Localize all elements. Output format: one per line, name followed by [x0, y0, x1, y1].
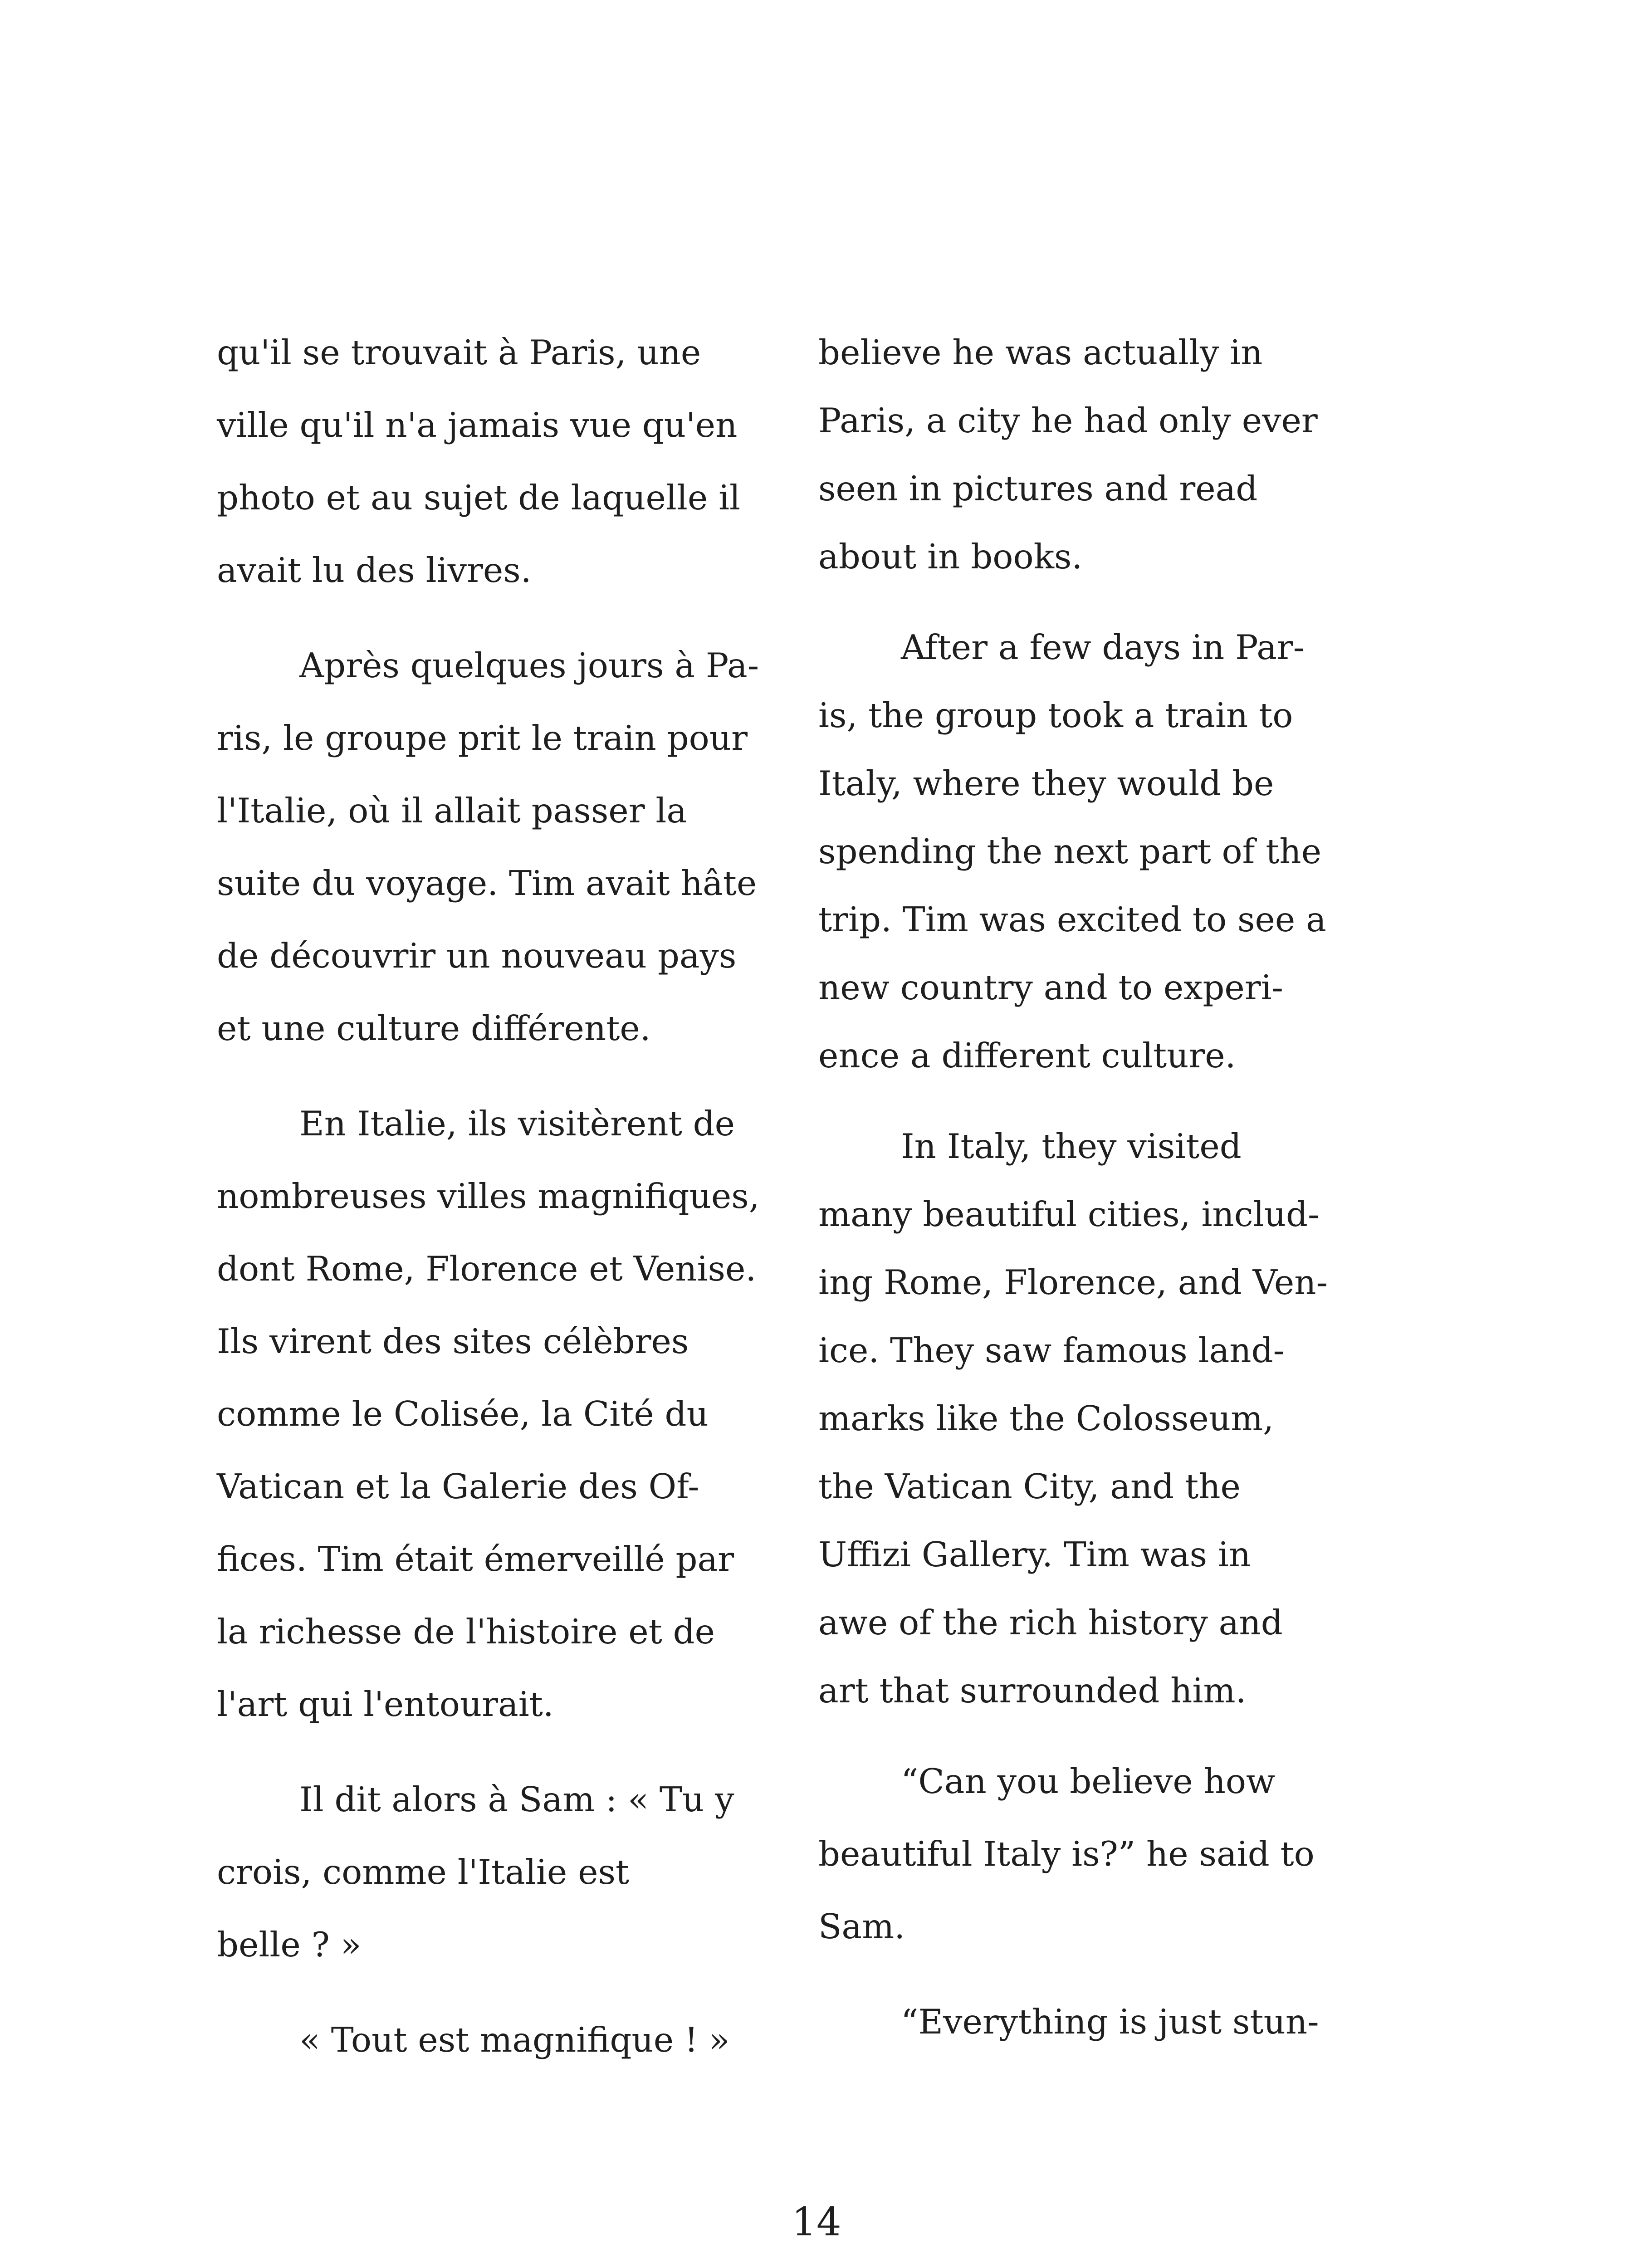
english-line: awe of the rich history and	[818, 1603, 1283, 1642]
english-line: art that surrounded him.	[818, 1671, 1247, 1711]
french-line: dont Rome, Florence et Venise.	[217, 1249, 757, 1289]
english-line: marks like the Colosseum,	[818, 1398, 1274, 1438]
english-line: “Everything is just stun-	[901, 2002, 1319, 2042]
french-line: « Tout est magnifique ! »	[299, 2020, 730, 2060]
french-line: de découvrir un nouveau pays	[217, 936, 737, 976]
french-line: avait lu des livres.	[217, 550, 532, 590]
english-line: new country and to experi-	[818, 968, 1283, 1007]
french-line: Ils virent des sites célèbres	[217, 1321, 689, 1361]
french-line: ville qu'il n'a jamais vue qu'en	[217, 405, 738, 445]
french-line: Vatican et la Galerie des Of-	[217, 1466, 699, 1506]
french-line: la richesse de l'histoire et de	[217, 1612, 715, 1652]
french-line: crois, comme l'Italie est	[217, 1852, 630, 1892]
french-line: belle ? »	[217, 1925, 362, 1965]
english-line: beautiful Italy is?” he said to	[818, 1834, 1315, 1874]
english-line: Italy, where they would be	[818, 763, 1274, 803]
english-line: many beautiful cities, includ-	[818, 1194, 1320, 1234]
french-line: nombreuses villes magnifiques,	[217, 1176, 760, 1216]
english-line: Uffizi Gallery. Tim was in	[818, 1535, 1251, 1574]
french-line: photo et au sujet de laquelle il	[217, 478, 741, 518]
english-line: ing Rome, Florence, and Ven-	[818, 1262, 1328, 1302]
french-line: fices. Tim était émerveillé par	[217, 1539, 734, 1579]
french-line: et une culture différente.	[217, 1008, 651, 1048]
english-line: After a few days in Par-	[901, 627, 1305, 667]
english-line: is, the group took a train to	[818, 695, 1293, 735]
french-line: comme le Colisée, la Cité du	[217, 1394, 709, 1434]
french-line: l'Italie, où il allait passer la	[217, 791, 687, 831]
english-line: ice. They saw famous land-	[818, 1330, 1285, 1370]
english-line: “Can you believe how	[901, 1761, 1276, 1801]
english-line: Paris, a city he had only ever	[818, 401, 1318, 440]
french-line: En Italie, ils visitèrent de	[299, 1104, 735, 1144]
english-line: In Italy, they visited	[901, 1126, 1242, 1166]
french-line: ris, le groupe prit le train pour	[217, 718, 748, 758]
french-line: Il dit alors à Sam : « Tu y	[299, 1779, 734, 1819]
english-line: ence a different culture.	[818, 1036, 1236, 1075]
french-line: l'art qui l'entourait.	[217, 1684, 554, 1724]
english-line: seen in pictures and read	[818, 469, 1258, 508]
english-line: the Vatican City, and the	[818, 1466, 1241, 1506]
french-line: suite du voyage. Tim avait hâte	[217, 863, 757, 903]
french-line: qu'il se trouvait à Paris, une	[217, 332, 701, 372]
english-line: trip. Tim was excited to see a	[818, 899, 1326, 939]
english-line: Sam.	[818, 1906, 905, 1946]
french-line: Après quelques jours à Pa-	[299, 645, 759, 685]
english-line: about in books.	[818, 537, 1083, 577]
english-line: believe he was actually in	[818, 332, 1263, 372]
page-number: 14	[792, 2200, 841, 2245]
english-line: spending the next part of the	[818, 831, 1322, 871]
